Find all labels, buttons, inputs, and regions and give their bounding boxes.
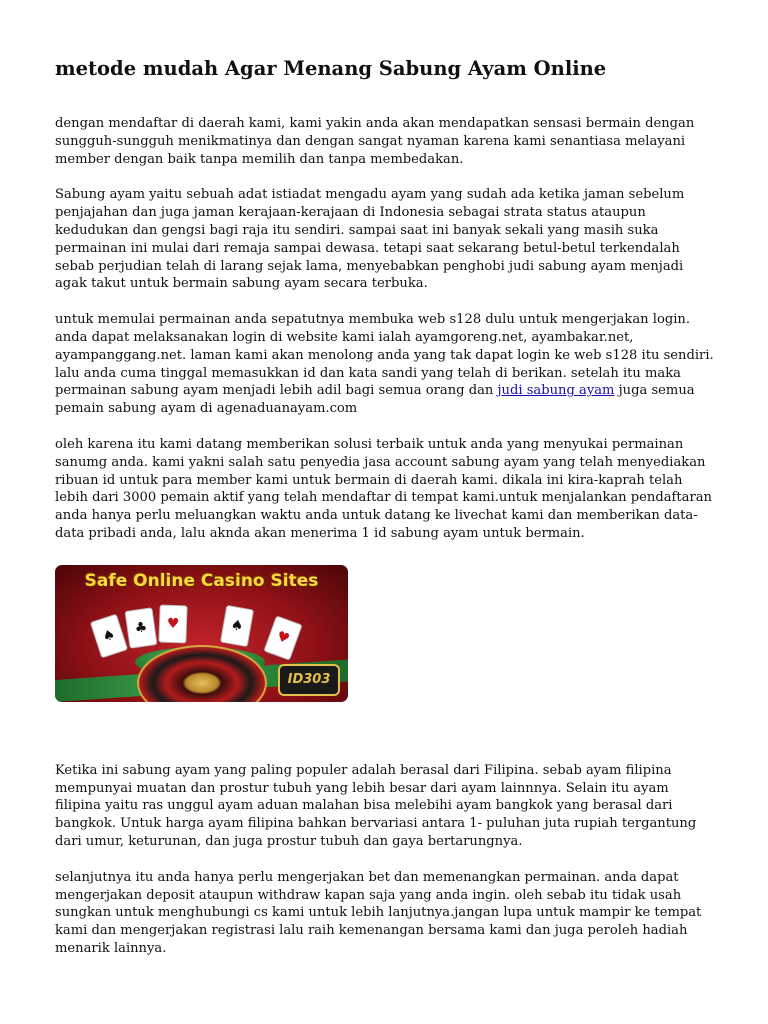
paragraph-5: Ketika ini sabung ayam yang paling populer adalah berasal dari Filipina. sebab ayam filipina mempunyai muatan dan prostur tubuh yang lebih besar dari ayam lainnnya. Selain itu ayam filipina yaitu ras unggul ayam aduan malahan bisa melebihi ayam bangkok yang berasal dari bangkok. Untuk harga ayam filipina bahkan bervariasi antara 1- puluhan juta rupiah tergantung dari umur, keturunan, dan juga prostur tubuh dan gaya bertarungnya. <box>55 762 697 849</box>
paragraph-1: dengan mendaftar di daerah kami, kami yakin anda akan mendapatkan sensasi bermain dengan sungguh-sungguh menikmatinya dan dengan sangat nyaman karena kami senantiasa melayani member dengan baik tanpa memilih dan tanpa membedakan. <box>55 116 695 167</box>
playing-card-icon: ♣ <box>124 607 157 649</box>
playing-card-icon: ♠ <box>220 605 254 647</box>
paragraph-4: oleh karena itu kami datang memberikan solusi terbaik untuk anda yang menyukai permainan sanumg anda. kami yakni salah satu penyedia jasa account sabung ayam yang telah menyediakan ribuan id untuk para member kami untuk bermain di daerah kami. dikala ini kira-kaprah telah lebih dari 3000 pemain aktif yang telah mendaftar di tempat kami.untuk menjalankan pendaftaran anda hanya perlu meluangkan waktu anda untuk datang ke livechat kami dan memberikan data-data pribadi anda, lalu aknda akan menerima 1 id sabung ayam untuk bermain. <box>55 436 712 541</box>
paragraph-6: selanjutnya itu anda hanya perlu mengerjakan bet dan memenangkan permainan. anda dapat mengerjakan deposit ataupun withdraw kapan saja yang anda ingin. oleh sebab itu tidak usah sungkan untuk menghubungi cs kami untuk lebih lanjutnya.jangan lupa untuk mampir ke tempat kami dan mengerjakan registrasi lalu raih kemenangan bersama kami dan juga peroleh hadiah menarik lainnya. <box>55 869 702 956</box>
page-title: metode mudah Agar Menang Sabung Ayam Online <box>55 57 607 80</box>
paragraph-3 <box>55 311 715 418</box>
paragraph-2: Sabung ayam yaitu sebuah adat istiadat mengadu ayam yang sudah ada ketika jaman sebelum penjajahan dan juga jaman kerajaan-kerajaan di Indonesia sebagai strata status ataupun kedudukan dan gengsi bagi raja itu sendiri. sampai saat ini banyak sekali yang masih suka permainan ini mulai dari remaja sampai dewasa. tetapi saat sekarang betul-betul terkendalah sebab perjudian telah di larang sejak lama, menyebabkan penghobi judi sabung ayam menjadi agak takut untuk bermain sabung ayam secara terbuka. <box>55 187 685 292</box>
playing-card-icon: ♠ <box>90 613 128 658</box>
document-page <box>55 56 715 976</box>
casino-banner-image <box>55 565 348 702</box>
playing-card-icon: ♥ <box>263 615 302 660</box>
judi-sabung-ayam-link[interactable]: judi sabung ayam <box>497 383 615 399</box>
brand-logo: ID303 <box>278 664 340 696</box>
banner-title: Safe Online Casino Sites <box>84 570 319 591</box>
paragraph-3-text-after: juga semua pemain sabung ayam di agenaduanayam.com <box>55 383 695 417</box>
playing-card-icon: ♥ <box>158 604 187 643</box>
paragraph-3-text-before: untuk memulai permainan anda sepatutnya membuka web s128 dulu untuk mengerjakan login. anda dapat melaksanakan login di website kami ialah ayamgoreng.net, ayambakar.net, ayampanggang.net. laman kami akan menolong anda yang tak dapat login ke web s128 itu sendiri. lalu anda cuma tinggal memasukkan id dan kata sandi yang telah di berikan. setelah itu maka permainan sabung ayam menjadi lebih adil bagi semua orang dan <box>55 312 714 399</box>
